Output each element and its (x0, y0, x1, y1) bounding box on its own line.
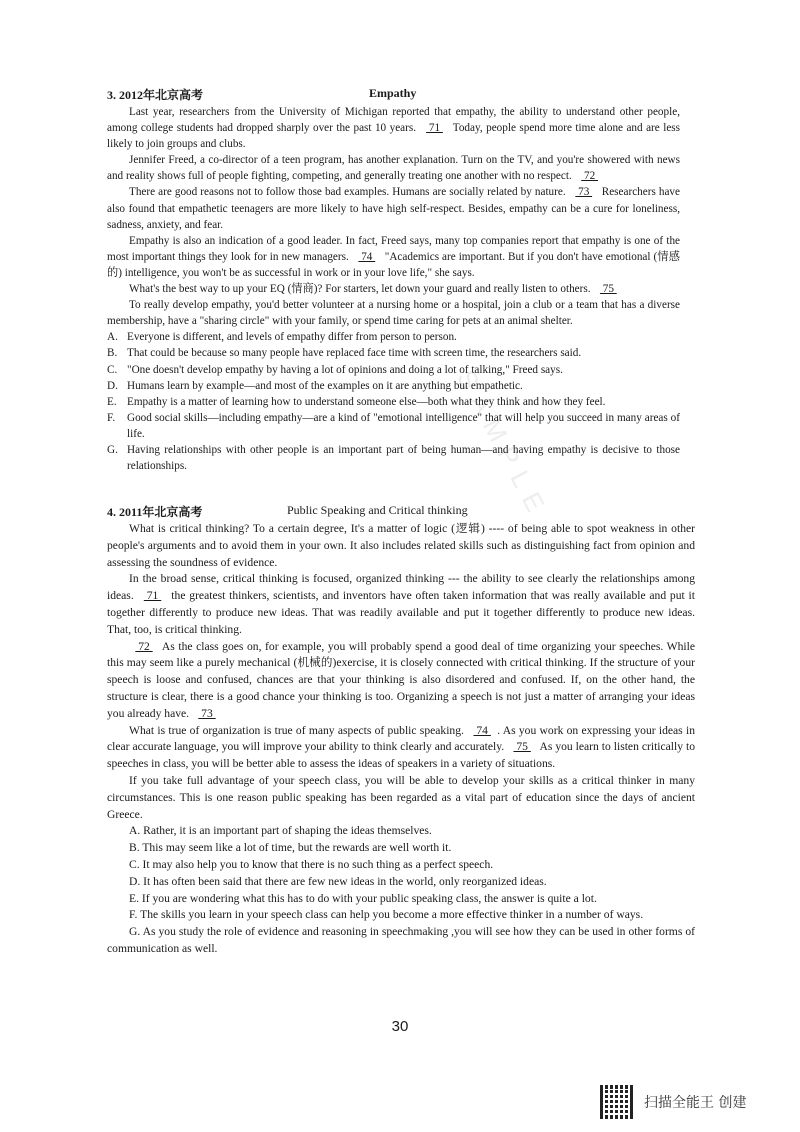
option-item: F. Good social skills—including empathy—are a kind of "emotional intelligence" that will help you succeed in many areas of life. (107, 411, 680, 440)
blank-74: 74 (473, 723, 491, 737)
section-empathy (107, 86, 680, 474)
paragraph: In the broad sense, critical thinking is focused, organized thinking --- the ability to see clearly the relationships among ideas. 71 the greatest thinkers, scientists, and inventors have often taken information that was really available and put it together differently to produce new ideas. That was readily available and put it together differently to produce new ideas. That, too, is critical thinking. (107, 572, 695, 636)
paragraph: Last year, researchers from the University of Michigan reported that empathy, the ability to understand other people, among college students had dropped sharply over the past 10 years. 71 Today, people spend more time alone and are less likely to join groups and clubs. (107, 106, 681, 151)
option-item: D. It has often been said that there are few new ideas in the world, only reorganized ideas. (129, 874, 547, 888)
paragraph: If you take full advantage of your speech class, you will be able to develop your skills as a critical thinker in many circumstances. This is one reason public speaking has been regarded as a vital part of education since the days of ancient Greece. (107, 773, 695, 821)
blank-74: 74 (358, 250, 376, 263)
blank-72: 72 (135, 639, 153, 653)
section-title: Empathy (369, 86, 417, 100)
blank-73: 73 (575, 186, 593, 199)
blank-71: 71 (426, 122, 443, 135)
option-item: A. Rather, it is an important part of shaping the ideas themselves. (129, 824, 432, 838)
option-item: G. As you study the role of evidence and reasoning in speechmaking ,you will see how they can be used in other forms of communication as well. (107, 925, 695, 955)
paragraph: 72 As the class goes on, for example, you will probably spend a good deal of time organizing your speeches. While this may seem like a purely mechanical (机械的)exercise, it is closely connected with critical thinking. If the structure of your speech is loose and confused, chances are that your thinking is also disordered and confused. If, on the other hand, the structure is clear, there is a good chance your thinking is too. Organizing a speech is not just a matter of arranging your ideas you already have. 73 (107, 639, 695, 723)
option-item: G. Having relationships with other people is an important part of being human—and having empathy is decisive to those relationships. (107, 443, 680, 473)
blank-75: 75 (513, 740, 531, 754)
option-item: B. This may seem like a lot of time, but the rewards are well worth it. (129, 841, 452, 855)
blank-72: 72 (581, 170, 598, 183)
section-number: 3. 2012年北京高考 (107, 88, 204, 102)
option-item: F. The skills you learn in your speech class can help you become a more effective thinker in a number of ways. (129, 908, 644, 922)
options-list (107, 329, 680, 474)
paragraph: What is true of organization is true of many aspects of public speaking. 74 . As you work on expressing your ideas in clear accurate language, you will improve your ability to think clearly and accurately. 75 As you learn to listen critically to speeches in class, you will be better able to assess the ideas of speakers in a variety of situations. (107, 723, 696, 771)
section-number: 4. 2011年北京高考 (107, 505, 203, 519)
footer-app-name: 扫描全能王 创建 (644, 1095, 747, 1111)
paragraph: There are good reasons not to follow those bad examples. Humans are socially related by nature. 73 Researchers have also found that empathetic teenagers are more likely to have high self-respect. Besides, empathy can be a cure for loneliness, sadness, anxiety, and fear. (107, 186, 680, 231)
option-item: A. Everyone is different, and levels of empathy differ from person to person. (107, 331, 457, 344)
option-item: E. Empathy is a matter of learning how to understand someone else—both what they think and how they feel. (107, 395, 606, 408)
watermark: SAMPLE (451, 365, 556, 526)
scanner-footer (600, 1085, 746, 1119)
paragraph: What's the best way to up your EQ (情商)? For starters, let down your guard and really listen to others. 75 (107, 281, 680, 297)
qr-code-icon (600, 1085, 634, 1119)
paragraph: What is critical thinking? To a certain degree, It's a matter of logic (逻辑) ---- of being able to spot weakness in other people's arguments and to avoid them in your own. It also includes related skills such as distinguishing fact from opinion and assessing the soundness of evidence. (107, 522, 695, 569)
blank-73: 73 (198, 706, 216, 720)
blank-75: 75 (599, 283, 617, 296)
option-item: D. Humans learn by example—and most of the examples on it are anything but empathetic. (107, 379, 523, 392)
paragraph: To really develop empathy, you'd better volunteer at a nursing home or a hospital, join a club or a team that has a diverse membership, have a "sharing circle" with your family, or spend time caring for pets at an animal shelter. (107, 299, 680, 328)
options-list (107, 823, 695, 957)
paragraph: Empathy is also an indication of a good leader. In fact, Freed says, many top companies report that empathy is one of the most important things they look for in new managers. 74 "Academics are important. But if you don't have emotional (情感的) intelligence, you won't be as successful in work or in your love life," she says. (107, 234, 680, 279)
section-header (107, 86, 680, 104)
option-item: B. That could be because so many people have replaced face time with screen time, the researchers said. (107, 347, 582, 360)
option-item: E. If you are wondering what this has to do with your public speaking class, the answer is quite a lot. (129, 891, 597, 905)
page-number: 30 (391, 1018, 409, 1035)
section-header (107, 503, 695, 521)
section-title: Public Speaking and Critical thinking (287, 503, 468, 517)
option-item: C. "One doesn't develop empathy by having a lot of opinions and doing a lot of talking," Freed says. (107, 363, 563, 376)
paragraph: Jennifer Freed, a co-director of a teen program, has another explanation. Turn on the TV, and you're showered with news and reality shows full of people fighting, competing, and generally treating one another with no respect. 72 (107, 152, 680, 184)
blank-71: 71 (143, 589, 162, 603)
option-item: C. It may also help you to know that there is no such thing as a perfect speech. (129, 857, 494, 871)
section-critical-thinking (107, 503, 695, 958)
